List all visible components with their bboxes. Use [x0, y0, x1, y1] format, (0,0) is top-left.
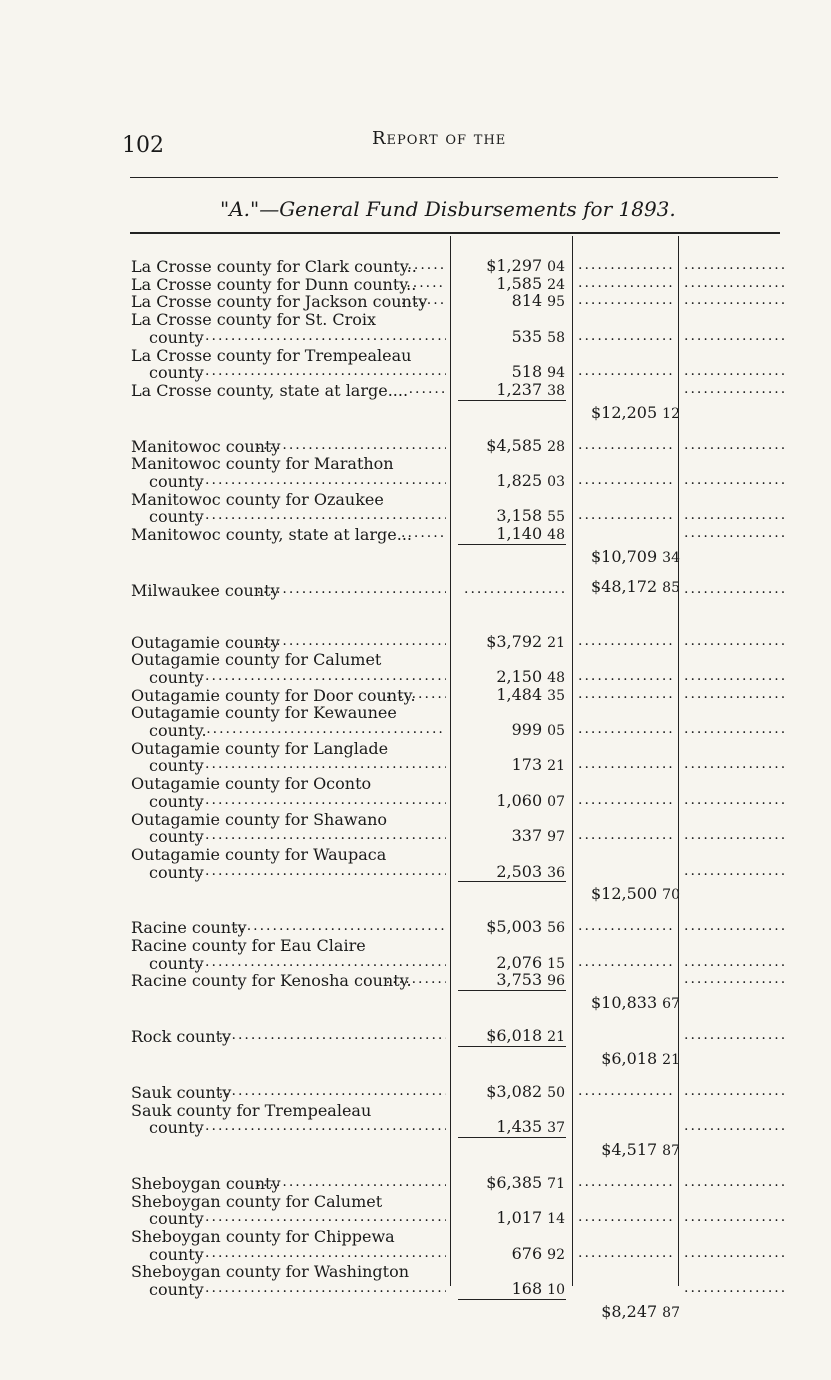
column-dots: [578, 437, 674, 453]
column-dots: [578, 668, 674, 684]
amount-value: 337: [511, 826, 543, 846]
column-dots: [684, 1083, 788, 1099]
leader-dots: [199, 756, 446, 772]
column-dots: [684, 472, 788, 488]
column-dots: [578, 363, 674, 379]
column-dots: [684, 1027, 788, 1043]
entry-label: Outagamie county for Oconto: [131, 774, 372, 794]
group-total: [591, 403, 680, 422]
column-dots: [684, 581, 788, 597]
amount-cents: 48: [547, 669, 565, 686]
leader-dots: [199, 1245, 446, 1261]
leader-dots: [401, 292, 446, 308]
entry-label: county: [149, 327, 204, 347]
entry-amount: [496, 667, 565, 686]
total-value: $6,018: [601, 1048, 658, 1068]
entry-label: county: [149, 953, 204, 973]
entry-amount: [486, 1082, 565, 1101]
amount-cents: 07: [547, 793, 565, 810]
leader-dots: [393, 275, 446, 291]
entry-amount: [512, 1279, 565, 1298]
column-dots: [578, 328, 674, 344]
entry-amount: [512, 755, 565, 774]
column-dots: [578, 507, 674, 523]
column-dots: [684, 668, 788, 684]
entry-label: La Crosse county, state at large....: [131, 380, 409, 400]
amount-cents: 21: [547, 1029, 565, 1046]
amount-value: 1,140: [496, 524, 543, 544]
entry-amount: [512, 291, 565, 310]
column-dots: [578, 918, 674, 934]
entry-amount: [512, 720, 565, 739]
total-value: $10,709: [591, 546, 658, 566]
entry-label: La Crosse county for Clark county..: [131, 257, 417, 276]
amount-cents: 96: [547, 973, 565, 990]
amount-cents: 35: [547, 687, 565, 704]
column-dots: [684, 954, 788, 970]
total-value: $12,500: [591, 884, 658, 904]
entry-label: Sheboygan county for Washington: [131, 1262, 410, 1282]
entry-amount: [496, 791, 565, 810]
leader-dots: [257, 633, 446, 649]
amount-value: $3,082: [486, 1081, 543, 1101]
amount-cents: 50: [547, 1084, 565, 1101]
amount-cents: 24: [547, 276, 565, 293]
column-dots: [578, 292, 674, 308]
leader-dots: [199, 827, 446, 843]
entry-label: Racine county for Eau Claire: [131, 936, 366, 955]
total-cents: 67: [662, 996, 680, 1013]
title-rule: [130, 232, 780, 234]
amount-value: 814: [511, 291, 543, 311]
column-dots: [684, 633, 788, 649]
column-dots: [684, 328, 788, 344]
total-cents: 34: [662, 549, 680, 566]
entry-label: Racine county for Kenosha county.: [131, 971, 412, 991]
entry-label: county: [149, 1209, 204, 1229]
leader-dots: [401, 525, 446, 541]
entry-label: Outagamie county: [131, 632, 280, 652]
entry-amount: [486, 1026, 565, 1045]
entry-label: Outagamie county for Shawano: [131, 809, 388, 829]
entry-label: La Crosse county for St. Croix: [131, 310, 377, 330]
entry-label: county: [149, 507, 204, 527]
leader-dots: [409, 381, 446, 397]
entry-label: county.: [149, 721, 207, 740]
column-dots: [684, 292, 788, 308]
amount-cents: 21: [547, 758, 565, 775]
entry-label: Sauk county: [131, 1082, 232, 1102]
entry-label: Sauk county for Trempealeau: [131, 1100, 372, 1120]
entry-amount: [496, 685, 565, 704]
column-dots: [684, 918, 788, 934]
column-dots: [684, 686, 788, 702]
column-rule: [572, 236, 573, 1286]
entry-amount: [486, 1173, 565, 1192]
entry-amount: [512, 1244, 565, 1263]
entry-amount: [512, 327, 565, 346]
entry-amount: [496, 471, 565, 490]
total-cents: 21: [662, 1051, 680, 1068]
column-dots: [578, 792, 674, 808]
entry-label: La Crosse county for Dunn county..: [131, 274, 417, 294]
leader-dots: [199, 954, 446, 970]
leader-dots: [257, 437, 446, 453]
column-dots: [684, 863, 788, 879]
entry-label: county: [149, 756, 204, 776]
amount-value: 535: [511, 326, 543, 346]
amount-value: $5,003: [486, 917, 543, 937]
column-dots: [684, 1280, 788, 1296]
column-dots: [578, 275, 674, 291]
subtotal-rule: [458, 1137, 566, 1138]
running-header: Report of the: [372, 128, 507, 149]
column-dots: [578, 954, 674, 970]
leader-dots: [199, 1209, 446, 1225]
entry-amount: [496, 970, 565, 989]
table-title: "A."—General Fund Disbursements for 1893.: [220, 197, 676, 221]
amount-value: $6,385: [486, 1172, 543, 1192]
amount-value: 1,060: [496, 790, 543, 810]
amount-value: 3,158: [496, 506, 543, 526]
leader-dots: [199, 472, 446, 488]
amount-value: 518: [511, 362, 543, 382]
column-dots: [684, 1118, 788, 1134]
leader-dots: [386, 686, 446, 702]
total-value: $4,517: [601, 1139, 658, 1159]
entry-amount: [486, 436, 565, 455]
amount-value: $6,018: [486, 1026, 543, 1046]
total-cents: 12: [662, 405, 680, 422]
entry-amount: [496, 380, 565, 399]
entry-amount: [496, 274, 565, 293]
entry-label: county: [149, 791, 204, 811]
total-cents: 87: [662, 1304, 680, 1321]
leader-dots: [401, 257, 446, 273]
subtotal-rule: [458, 990, 566, 991]
amount-cents: 92: [547, 1246, 565, 1263]
entry-label: Manitowoc county, state at large...: [131, 525, 412, 545]
amount-value: 1,585: [496, 273, 543, 293]
column-dots: [684, 1245, 788, 1261]
leader-dots: [257, 581, 446, 597]
amount-cents: 10: [547, 1282, 565, 1299]
amount-cents: 15: [547, 955, 565, 972]
total-value: $8,247: [601, 1301, 658, 1321]
page-number: 102: [122, 133, 164, 158]
column-dots: [684, 525, 788, 541]
entry-amount: [496, 506, 565, 525]
amount-value: $3,792: [486, 631, 543, 651]
entry-label: Outagamie county for Door county.: [131, 685, 416, 705]
column-dots: [578, 257, 674, 273]
amount-cents: 71: [547, 1175, 565, 1192]
total-cents: 87: [662, 1142, 680, 1159]
group-total: [591, 547, 680, 566]
amount-cents: 21: [547, 634, 565, 651]
amount-cents: 58: [547, 329, 565, 346]
column-dots: [578, 1209, 674, 1225]
leader-dots: [199, 507, 446, 523]
entry-label: county: [149, 1118, 204, 1138]
column-dots: [684, 1174, 788, 1190]
entry-label: Manitowoc county: [131, 436, 281, 456]
amount-value: 1,484: [496, 684, 543, 704]
entry-amount: [486, 917, 565, 936]
group-total: [591, 884, 680, 903]
leader-dots: [386, 971, 446, 987]
amount-cents: 14: [547, 1211, 565, 1228]
entry-label: county: [149, 1244, 204, 1264]
column-dots: [684, 257, 788, 273]
column-dots: [684, 827, 788, 843]
amount-value: $1,297: [486, 256, 543, 275]
amount-cents: 55: [547, 509, 565, 526]
column-dots: [578, 827, 674, 843]
leader-dots: [206, 721, 446, 737]
column-dots: [684, 792, 788, 808]
entry-amount: [486, 256, 565, 275]
entry-label: Outagamie county for Langlade: [131, 738, 389, 758]
column-dots: [578, 1083, 674, 1099]
leader-dots: [199, 363, 446, 379]
column-dots: [684, 971, 788, 987]
column-dots: [578, 686, 674, 702]
column-dots: [684, 1209, 788, 1225]
amount-cents: 36: [547, 864, 565, 881]
leader-dots: [199, 668, 446, 684]
group-total: [591, 993, 680, 1012]
entry-label: La Crosse county for Trempealeau: [131, 345, 412, 365]
column-dots: [578, 472, 674, 488]
entry-label: county: [149, 862, 204, 882]
leader-dots: [199, 328, 446, 344]
column-dots: [684, 363, 788, 379]
subtotal-rule: [458, 1046, 566, 1047]
entry-label: county: [149, 827, 204, 847]
amount-cents: 03: [547, 474, 565, 490]
group-total: [601, 1140, 680, 1159]
amount-value: 1,435: [496, 1117, 543, 1137]
subtotal-rule: [458, 400, 566, 401]
total-cents: 70: [662, 887, 680, 904]
entry-label: county: [149, 667, 204, 687]
entry-label: Rock county: [131, 1027, 232, 1047]
amount-cents: 56: [547, 920, 565, 937]
entry-amount: [496, 1208, 565, 1227]
column-dots: [578, 1245, 674, 1261]
column-dots: [578, 756, 674, 772]
group-total: [601, 1049, 680, 1068]
leader-dots: [199, 1118, 446, 1134]
total-value: $10,833: [591, 993, 658, 1013]
leader-dots: [199, 792, 446, 808]
column-dots: [684, 756, 788, 772]
column-dots: [684, 507, 788, 523]
column-dots: [684, 275, 788, 291]
column-dots: [578, 1174, 674, 1190]
leader-dots: [219, 1027, 446, 1043]
entry-amount: [486, 632, 565, 651]
amount-value: 1,017: [496, 1208, 543, 1228]
amount-cents: 97: [547, 829, 565, 846]
entry-label: county: [149, 472, 204, 491]
amount-value: 999: [511, 720, 543, 739]
amount-value: 1,825: [496, 471, 543, 490]
amount-value: 2,076: [496, 952, 543, 972]
amount-value: 168: [511, 1279, 543, 1299]
amount-value: 3,753: [496, 970, 543, 990]
amount-cents: 05: [547, 723, 565, 739]
amount-cents: 38: [547, 382, 565, 399]
entry-label: county: [149, 1280, 204, 1300]
entry-label: Sheboygan county: [131, 1173, 281, 1193]
column-dots: [684, 721, 788, 737]
entry-label: county: [149, 363, 204, 383]
entry-amount: [512, 362, 565, 381]
amount-cents: 04: [547, 259, 565, 275]
total-value: $12,205: [591, 402, 658, 422]
amount-cents: 94: [547, 365, 565, 382]
entry-amount: [496, 1117, 565, 1136]
column-dots: [684, 381, 788, 397]
amount-value: 2,503: [496, 861, 543, 881]
header-rule: [130, 177, 778, 178]
amount-dots: [464, 581, 564, 597]
entry-label: Outagamie county for Kewaunee: [131, 703, 397, 723]
amount-value: 2,150: [496, 666, 543, 686]
column-rule: [678, 236, 679, 1286]
amount-cents: 37: [547, 1120, 565, 1137]
entry-label: Racine county: [131, 918, 247, 938]
group-total: [601, 1302, 680, 1321]
leader-dots: [219, 1083, 446, 1099]
column-dots: [684, 437, 788, 453]
entry-amount: [496, 524, 565, 543]
entry-label: Milwaukee county: [131, 580, 280, 600]
subtotal-rule: [458, 881, 566, 882]
leader-dots: [199, 1280, 446, 1296]
entry-label: Outagamie county for Calumet: [131, 650, 382, 670]
amount-value: 173: [511, 755, 543, 775]
entry-amount: [512, 826, 565, 845]
leader-dots: [199, 863, 446, 879]
total-cents: 85: [662, 579, 680, 596]
column-dots: [578, 633, 674, 649]
leader-dots: [234, 918, 446, 934]
entry-label: Sheboygan county for Calumet: [131, 1191, 383, 1211]
entry-label: Manitowoc county for Ozaukee: [131, 489, 384, 509]
entry-amount: [496, 953, 565, 972]
amount-value: 1,237: [496, 379, 543, 399]
amount-cents: 48: [547, 527, 565, 544]
entry-label: La Crosse county for Jackson county: [131, 292, 428, 312]
total-value: $48,172: [591, 576, 658, 596]
column-dots: [578, 721, 674, 737]
subtotal-rule: [458, 544, 566, 545]
amount-cents: 95: [547, 294, 565, 311]
column-rule: [450, 236, 451, 1286]
group-total: [591, 577, 680, 596]
subtotal-rule: [458, 1299, 566, 1300]
entry-label: Manitowoc county for Marathon: [131, 454, 394, 474]
entry-label: Sheboygan county for Chippewa: [131, 1227, 395, 1246]
amount-cents: 28: [547, 438, 565, 455]
leader-dots: [257, 1174, 446, 1190]
entry-label: Outagamie county for Waupaca: [131, 844, 387, 864]
amount-value: 676: [511, 1243, 543, 1263]
amount-value: $4,585: [486, 435, 543, 455]
entry-amount: [496, 862, 565, 881]
